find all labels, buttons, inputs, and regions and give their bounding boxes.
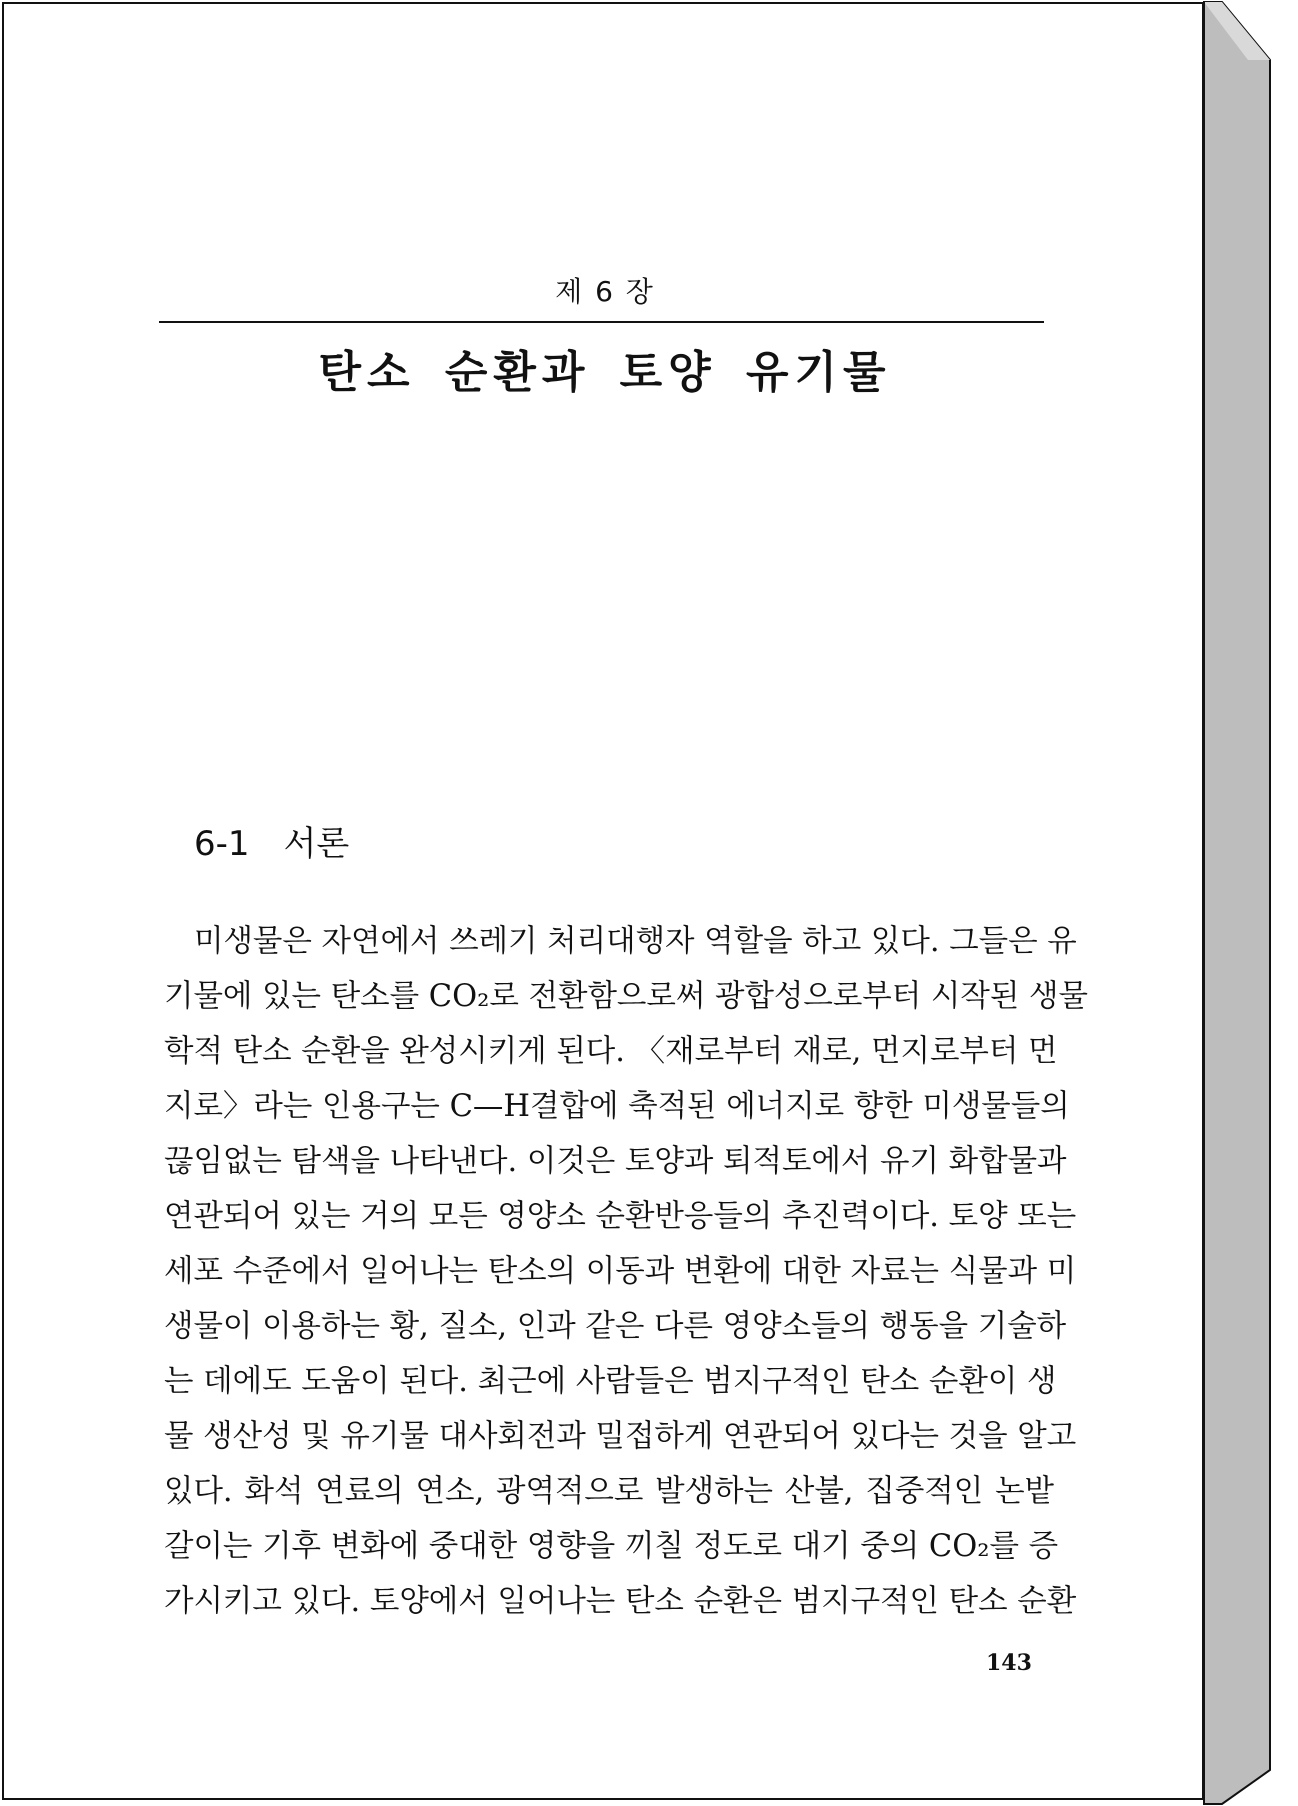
spine-face — [1204, 2, 1270, 1804]
page-number: 143 — [986, 1650, 1032, 1676]
body-line: 연관되어 있는 거의 모든 영양소 순환반응들의 추진력이다. 토양 또는 — [164, 1199, 1077, 1234]
body-line: 기물에 있는 탄소를 CO₂로 전환함으로써 광합성으로부터 시작된 생물 — [164, 979, 1088, 1014]
section-number: 6-1 — [194, 824, 250, 864]
section-title: 서론 — [283, 824, 350, 864]
body-line: 는 데에도 도움이 된다. 최근에 사람들은 범지구적인 탄소 순환이 생 — [164, 1364, 1057, 1399]
body-line: 있다. 화석 연료의 연소, 광역적으로 발생하는 산불, 집중적인 논밭 — [164, 1474, 1054, 1509]
spine-highlight — [1204, 2, 1270, 60]
body-line: 물 생산성 및 유기물 대사회전과 밀접하게 연관되어 있다는 것을 알고 — [164, 1419, 1077, 1454]
chapter-divider — [159, 321, 1044, 323]
body-line: 끊임없는 탐색을 나타낸다. 이것은 토양과 퇴적토에서 유기 화합물과 — [164, 1144, 1067, 1179]
body-line: 가시키고 있다. 토양에서 일어나는 탄소 순환은 범지구적인 탄소 순환 — [164, 1584, 1077, 1619]
body-line: 생물이 이용하는 황, 질소, 인과 같은 다른 영양소들의 행동을 기술하 — [164, 1309, 1067, 1344]
body-line: 미생물은 자연에서 쓰레기 처리대행자 역할을 하고 있다. 그들은 유 — [194, 924, 1077, 959]
section-heading — [194, 816, 349, 865]
body-line: 갈이는 기후 변화에 중대한 영향을 끼칠 정도로 대기 중의 CO₂를 증 — [164, 1529, 1059, 1564]
chapter-label: 제 6 장 — [555, 275, 655, 308]
spine-top-edge — [1204, 2, 1240, 68]
body-line: 세포 수준에서 일어나는 탄소의 이동과 변환에 대한 자료는 식물과 미 — [164, 1254, 1077, 1289]
body-line: 학적 탄소 순환을 완성시키게 된다. 〈재로부터 재로, 먼지로부터 먼 — [164, 1034, 1058, 1069]
body-line: 지로〉라는 인용구는 C—H결합에 축적된 에너지로 향한 미생물들의 — [164, 1089, 1070, 1124]
body-text — [164, 914, 1088, 1629]
book-page — [2, 2, 1204, 1800]
chapter-title: 탄소 순환과 토양 유기물 — [318, 347, 892, 398]
